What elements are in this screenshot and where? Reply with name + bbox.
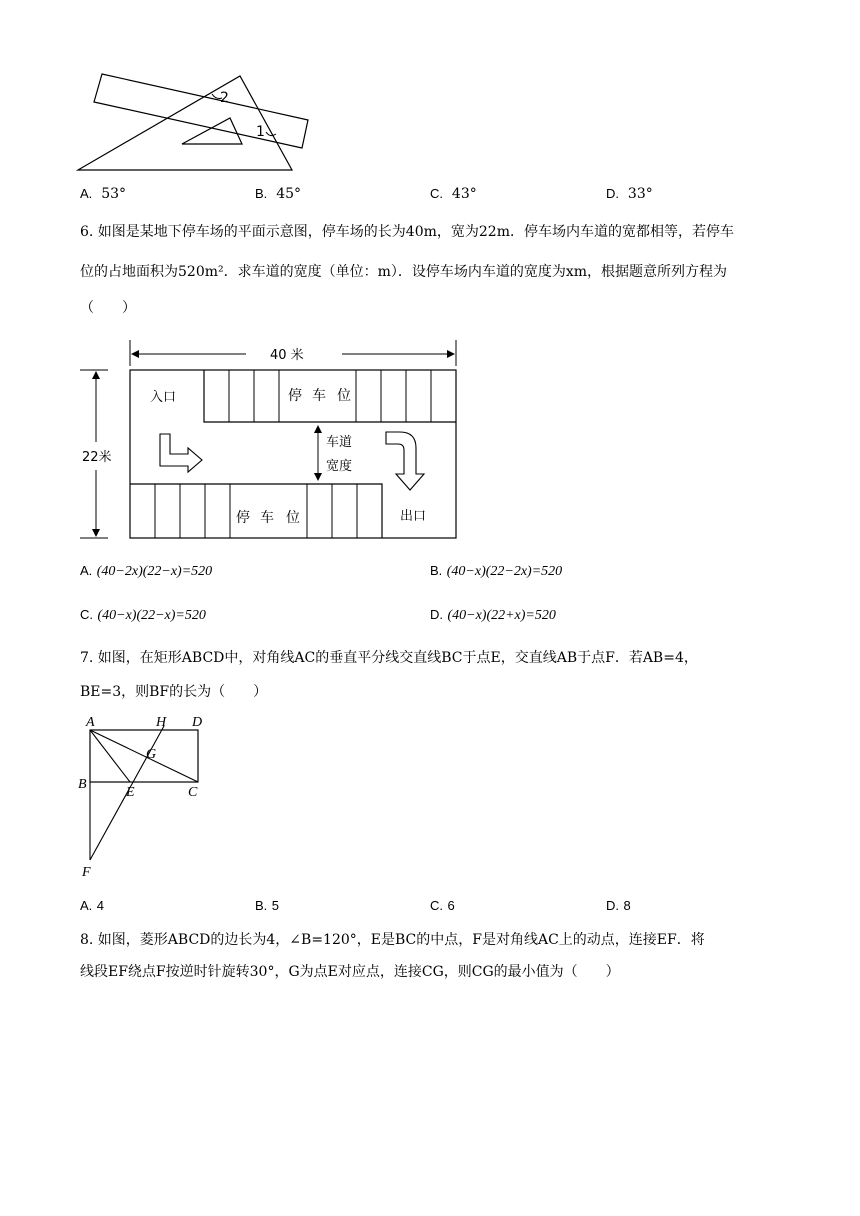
q6-entrance-label: 入口 <box>150 390 177 405</box>
q7-label-a: A <box>86 715 95 730</box>
q5-angle1-label: 1 <box>256 124 265 140</box>
q8-question-line2: 线段EF绕点F按逆时针旋转30°，G为点E对应点，连接CG，则CG的最小值为（ ） <box>80 964 620 980</box>
q7-line-ae <box>90 730 130 782</box>
q6-exit-arrow-icon <box>386 432 424 490</box>
q8-question-line1: 8. 如图，菱形ABCD的边长为4，∠B=120°，E是BC的中点，F是对角线AC上的动点，连接EF．将 <box>80 932 705 948</box>
q7-option-c[interactable]: C. 6 <box>430 898 455 913</box>
q5-triangle-large <box>78 76 292 170</box>
q6-bottom-stall-char-2: 车 <box>260 510 274 526</box>
q6-top-stall-char-2: 车 <box>312 388 326 404</box>
q6-question-line2: 位的占地面积为520m²．求车道的宽度（单位：m）．设停车场内车道的宽度为xm，根据题意所列方程为 <box>80 264 728 280</box>
q5-figure <box>70 70 320 174</box>
q5-triangle-small <box>182 118 242 144</box>
q7-question-line2: BE=3，则BF的长为（ ） <box>80 684 268 700</box>
q6-option-a[interactable]: A. (40−2x)(22−x)=520 <box>80 563 213 579</box>
q7-diagonal-ac <box>90 730 198 782</box>
q6-parking-figure <box>76 334 466 546</box>
q6-question-line1: 6. 如图是某地下停车场的平面示意图，停车场的长为40m，宽为22m．停车场内车道的宽都相等，若停车 <box>80 224 734 240</box>
q5-option-c[interactable]: C. 43° <box>430 186 477 202</box>
q6-bottom-stall-char-3: 位 <box>286 510 300 526</box>
q7-label-c: C <box>188 785 198 800</box>
q6-exit-label: 出口 <box>400 509 427 524</box>
q6-option-b[interactable]: B. (40−x)(22−2x)=520 <box>430 563 563 579</box>
q7-option-d[interactable]: D. 8 <box>606 898 631 913</box>
q6-width-label: 22米 <box>82 450 112 465</box>
q6-option-c[interactable]: C. (40−x)(22−x)=520 <box>80 607 206 623</box>
q6-bottom-stall-char-1: 停 <box>236 510 250 526</box>
q7-label-e: E <box>126 785 135 800</box>
q6-bottom-stalls <box>155 484 357 538</box>
q6-option-d[interactable]: D. (40−x)(22+x)=520 <box>430 607 556 623</box>
q6-top-stall-char-1: 停 <box>288 388 302 404</box>
q6-top-stalls <box>229 370 431 422</box>
q6-length-label: 40 米 <box>270 348 304 363</box>
q7-label-f: F <box>82 865 91 880</box>
q7-question-line1: 7. 如图，在矩形ABCD中，对角线AC的垂直平分线交直线BC于点E，交直线AB于点F．若AB=4， <box>80 650 698 666</box>
q6-entrance-arrow-icon <box>160 434 202 472</box>
q7-option-a[interactable]: A. 4 <box>80 898 104 913</box>
q7-option-b[interactable]: B. 5 <box>255 898 279 913</box>
q5-ruler <box>94 74 308 148</box>
q7-label-b: B <box>78 777 87 792</box>
q7-rectangle-figure <box>76 710 226 882</box>
q6-lane-label-2: 宽度 <box>326 459 353 474</box>
q6-top-stall-char-3: 位 <box>337 388 351 404</box>
q6-question-line3: （ ） <box>80 300 136 316</box>
q5-option-b[interactable]: B. 45° <box>255 186 302 202</box>
q5-option-a[interactable]: A. 53° <box>80 186 127 202</box>
q7-label-d: D <box>192 715 203 730</box>
q5-option-d[interactable]: D. 33° <box>606 186 653 202</box>
q7-label-g: G <box>146 747 157 762</box>
q6-lane-label-1: 车道 <box>326 435 353 450</box>
q5-angle2-label: 2 <box>220 90 229 106</box>
q7-label-h: H <box>156 715 167 730</box>
